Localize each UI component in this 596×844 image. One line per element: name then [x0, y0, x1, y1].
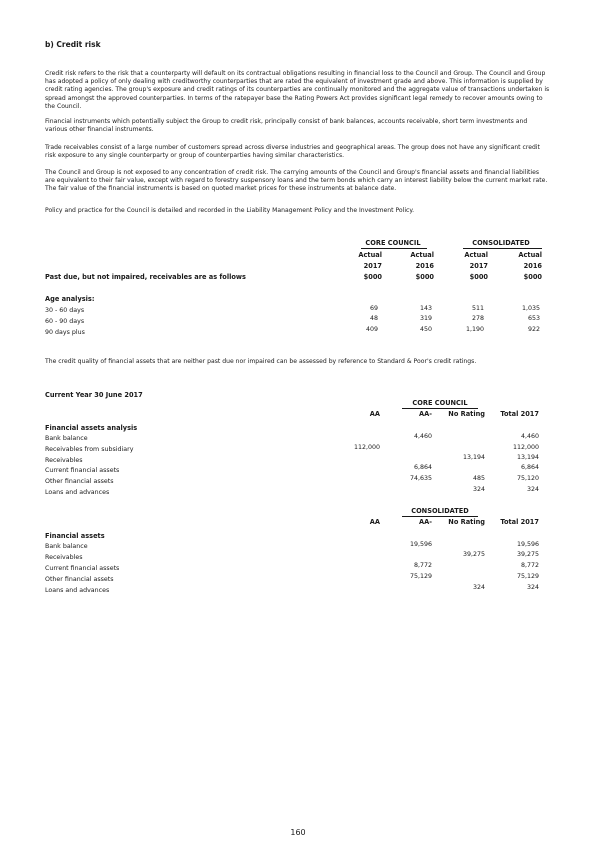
paragraph-credit-quality: The credit quality of financial assets that are neither past due nor impaired can be assessed by reference to Standard & Poor's credit ratings. — [45, 358, 477, 365]
col-header: Actual — [358, 251, 382, 259]
table-cell: 409 — [365, 326, 378, 333]
paragraph-policy: Policy and practice for the Council is detailed and recorded in the Liability Management Policy and the Investment Policy. — [45, 207, 415, 214]
group-underline — [463, 248, 542, 249]
col-header: $000 — [363, 273, 382, 281]
table-cell: 112,000 — [512, 444, 539, 451]
row-label: Bank balance — [45, 543, 88, 550]
table-cell: 278 — [471, 315, 484, 322]
table-cell: 6,864 — [413, 464, 432, 471]
col-header: AA- — [419, 518, 432, 526]
table-cell: 653 — [527, 315, 540, 322]
row-label: Current financial assets — [45, 565, 120, 572]
row-label: Receivables — [45, 457, 83, 464]
col-header: $000 — [469, 273, 488, 281]
col-header: Total 2017 — [500, 410, 539, 418]
group-underline — [402, 408, 478, 409]
section-label: Financial assets — [45, 532, 105, 540]
col-header: No Rating — [448, 518, 485, 526]
group-underline — [402, 516, 478, 517]
table-cell: 4,460 — [520, 433, 539, 440]
table-cell: 39,275 — [462, 551, 485, 558]
col-header: 2016 — [415, 262, 434, 270]
group-header-consolidated: CONSOLIDATED — [472, 239, 530, 247]
group-header-consolidated: CONSOLIDATED — [411, 507, 469, 515]
table-cell: 75,129 — [409, 573, 432, 580]
table-cell: 19,596 — [409, 541, 432, 548]
row-label: Current financial assets — [45, 467, 120, 474]
page-number: 160 — [290, 828, 306, 837]
table-cell: 324 — [526, 486, 539, 493]
table-cell: 511 — [471, 305, 484, 312]
group-header-core-council: CORE COUNCIL — [412, 399, 468, 407]
table-cell: 143 — [419, 305, 432, 312]
table-cell: 19,596 — [516, 541, 539, 548]
group-underline — [361, 248, 427, 249]
table-cell: 4,460 — [413, 433, 432, 440]
table-cell: 450 — [419, 326, 432, 333]
table-cell: 74,635 — [409, 475, 432, 482]
paragraph-credit-risk: Credit risk refers to the risk that a counterparty will default on its contractual obligations resulting in financial loss to the Council and Group. The Council and Group has adopted a policy of only dealing with creditworthy counterparties that are rated the equivalent of investment grade and above. This information is supplied by credit rating agencies. The group's exposure and credit ratings of its counterparties are continually monitored and the aggregate value of transactions undertaken is spread amongst the approved counterparties. In terms of the ratepayer base the Rating Powers Act provides significant legal remedy to recover amounts owing to the Council. — [45, 70, 550, 110]
row-label: Other financial assets — [45, 478, 114, 485]
table-cell: 485 — [472, 475, 485, 482]
col-header: AA — [369, 518, 380, 526]
group-header-core-council: CORE COUNCIL — [365, 239, 421, 247]
row-label-past-due: Past due, but not impaired, receivables are as follows — [45, 273, 246, 281]
table-cell: 324 — [472, 584, 485, 591]
row-label: Bank balance — [45, 435, 88, 442]
table-cell: 8,772 — [413, 562, 432, 569]
row-label: Receivables from subsidiary — [45, 446, 134, 453]
table-cell: 39,275 — [516, 551, 539, 558]
row-label: Other financial assets — [45, 576, 114, 583]
table-cell: 48 — [369, 315, 378, 322]
row-label: Loans and advances — [45, 489, 110, 496]
table-cell: 13,194 — [516, 454, 539, 461]
table-cell: 8,772 — [520, 562, 539, 569]
table-cell: 69 — [369, 305, 378, 312]
table-cell: 75,129 — [516, 573, 539, 580]
table-cell: 1,035 — [521, 305, 540, 312]
col-header: 2017 — [363, 262, 382, 270]
row-label: Receivables — [45, 554, 83, 561]
paragraph-trade-receivables: Trade receivables consist of a large number of customers spread across diverse industries and geographical areas. The group does not have any significant credit risk exposure to any single counterparty or group of counterparties having similar characteristics. — [45, 144, 540, 160]
table-cell: 75,120 — [516, 475, 539, 482]
col-header: No Rating — [448, 410, 485, 418]
paragraph-concentration: The Council and Group is not exposed to any concentration of credit risk. The carrying amounts of the Council and Group's financial assets and financial liabilities are equivalent to their fair value, except with regard to forestry suspensory loans and the term bonds which carry an interest liability below the current market rate. The fair value of the financial instruments is based on quoted market prices for these instruments at balance date. — [45, 169, 548, 193]
table-cell: 319 — [419, 315, 432, 322]
col-header: Actual — [518, 251, 542, 259]
current-year-title: Current Year 30 June 2017 — [45, 391, 143, 399]
col-header: 2017 — [469, 262, 488, 270]
row-label: Loans and advances — [45, 587, 110, 594]
row-label: 90 days plus — [45, 329, 85, 336]
col-header: $000 — [523, 273, 542, 281]
col-header: AA- — [419, 410, 432, 418]
table-cell: 1,190 — [465, 326, 484, 333]
col-header: AA — [369, 410, 380, 418]
col-header: Actual — [410, 251, 434, 259]
table-cell: 324 — [472, 486, 485, 493]
col-header: 2016 — [523, 262, 542, 270]
row-label: 30 - 60 days — [45, 307, 85, 314]
table-cell: 922 — [527, 326, 540, 333]
section-heading: b) Credit risk — [45, 40, 101, 49]
row-label: 60 - 90 days — [45, 318, 85, 325]
table-cell: 324 — [526, 584, 539, 591]
col-header: Actual — [464, 251, 488, 259]
paragraph-financial-instruments: Financial instruments which potentially subject the Group to credit risk, principally consist of bank balances, accounts receivable, short term investments and various other financial instruments. — [45, 118, 528, 134]
table-cell: 6,864 — [520, 464, 539, 471]
section-label: Financial assets analysis — [45, 424, 138, 432]
table-cell: 13,194 — [462, 454, 485, 461]
age-analysis-label: Age analysis: — [45, 295, 95, 303]
col-header: $000 — [415, 273, 434, 281]
col-header: Total 2017 — [500, 518, 539, 526]
table-cell: 112,000 — [353, 444, 380, 451]
